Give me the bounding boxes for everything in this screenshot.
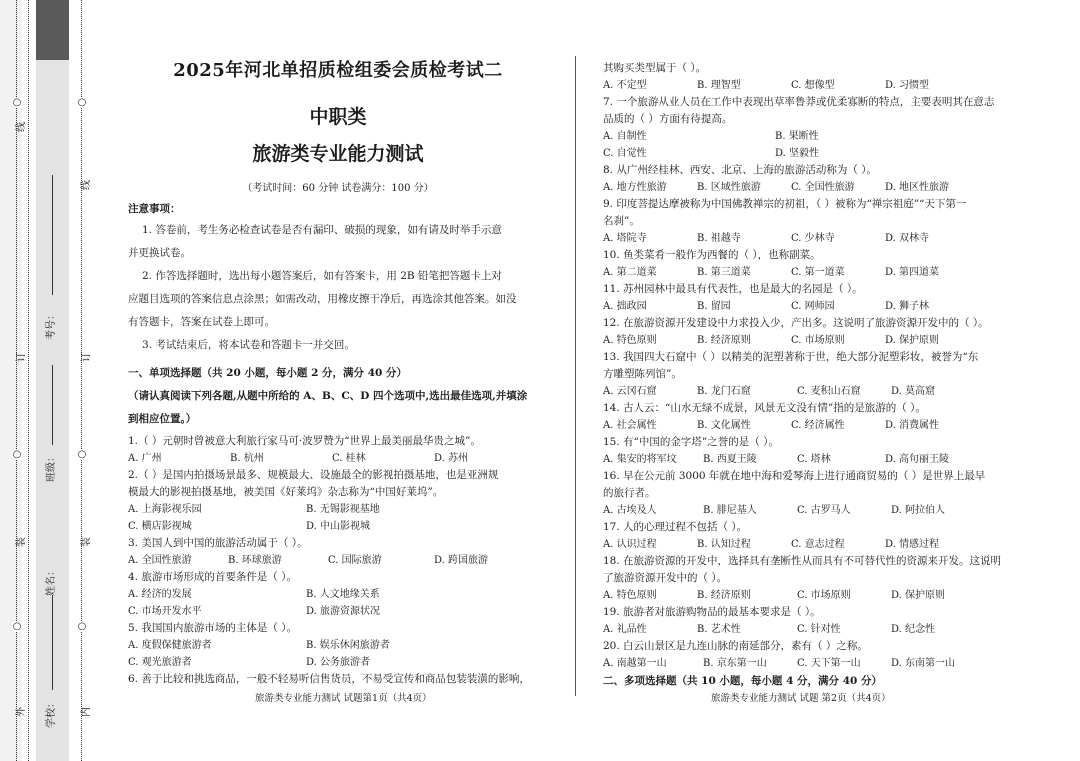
option-b[interactable]: B. 娱乐休闲旅游者 <box>306 640 390 651</box>
question-stem: 方雕塑陈列馆”。 <box>603 368 682 380</box>
question-stem: 6. 善于比较和挑选商品，一般不轻易听信售货员，不易受宣传和商品包装装潢的影响， <box>128 673 530 685</box>
option-c[interactable]: C. 意志过程 <box>791 539 845 550</box>
option-a[interactable]: A. 南越第一山 <box>603 658 667 669</box>
notice-line: 并更换试卷。 <box>128 247 191 259</box>
option-b[interactable]: B. 艺术性 <box>697 624 741 635</box>
option-a[interactable]: A. 上海影视乐园 <box>128 504 202 515</box>
page-footer-left: 旅游类专业能力测试 试题第1页（共4页） <box>255 693 432 704</box>
question-stem: 4. 旅游市场形成的首要条件是（ ）。 <box>128 571 297 583</box>
option-a[interactable]: A. 全国性旅游 <box>128 555 192 566</box>
option-d[interactable]: D. 习惯型 <box>885 80 930 91</box>
option-a[interactable]: A. 古埃及人 <box>603 505 657 516</box>
question-stem: 18. 在旅游资源的开发中，选择具有垄断性从而具有不可替代性的资源来开发。这说明 <box>603 555 1002 567</box>
option-d[interactable]: D. 苏州 <box>434 453 469 464</box>
punch-hole-icon: ○ <box>12 449 22 460</box>
question-stem: 的旅行者。 <box>603 487 656 499</box>
question-stem: 17. 人的心理过程不包括（ ）。 <box>603 521 748 533</box>
question-stem: 11. 苏州园林中最具有代表性，也是最大的名园是（ ）。 <box>603 283 863 295</box>
option-c[interactable]: C. 全国性旅游 <box>791 182 855 193</box>
punch-hole-icon: ○ <box>77 449 87 460</box>
option-b[interactable]: B. 西夏王陵 <box>703 454 757 465</box>
option-c[interactable]: C. 麦积山石窟 <box>797 386 861 397</box>
name-label: 姓名： <box>46 566 57 596</box>
option-a[interactable]: A. 塔院寺 <box>603 233 647 244</box>
question-stem: 10. 鱼类菜肴一般作为西餐的（ ），也称副菜。 <box>603 249 821 261</box>
question-stem: 1.（ ）元朝时曾被意大利旅行家马可·波罗赞为“世界上最美丽最华贵之城”。 <box>128 435 481 447</box>
option-a[interactable]: A. 特色原则 <box>603 590 657 601</box>
option-c[interactable]: C. 自觉性 <box>603 148 647 159</box>
question-stem: 3. 美国人到中国的旅游活动属于（ ）。 <box>128 537 308 549</box>
punch-hole-icon: ○ <box>77 621 87 632</box>
notice-line: 有答题卡，答案在试卷上即可。 <box>128 316 275 328</box>
school-input[interactable] <box>52 640 53 690</box>
option-c[interactable]: C. 桂林 <box>332 453 366 464</box>
option-d[interactable]: D. 第四道菜 <box>885 267 940 278</box>
binding-label-outer: 外 <box>16 707 27 717</box>
question-stem: 12. 在旅游资源开发建设中力求投入少，产出多。这说明了旅游资源开发中的（ ）。 <box>603 317 989 329</box>
school-label: 学校： <box>46 698 57 728</box>
option-d[interactable]: D. 情感过程 <box>885 539 940 550</box>
question-stem: 了旅游资源开发中的（ ）。 <box>603 572 728 584</box>
binding-label-xian: 线 <box>16 122 27 132</box>
option-d[interactable]: D. 地区性旅游 <box>885 182 950 193</box>
option-c[interactable]: C. 网师园 <box>791 301 835 312</box>
exam-category: 中职类 <box>309 106 367 128</box>
option-b[interactable]: B. 认知过程 <box>697 539 751 550</box>
option-a[interactable]: A. 广州 <box>128 453 162 464</box>
option-c[interactable]: C. 国际旅游 <box>328 555 382 566</box>
option-a[interactable]: A. 不定型 <box>603 80 647 91</box>
option-a[interactable]: A. 云冈石窟 <box>603 386 657 397</box>
question-stem: 13. 我国四大石窟中（ ）以精美的泥塑著称于世，绝大部分泥塑彩妆，被誉为“东 <box>603 351 979 363</box>
binding-label-zhuang: 装 <box>16 537 27 547</box>
option-d[interactable]: D. 公务旅游者 <box>306 657 371 668</box>
notice-line: 3. 考试结束后，将本试卷和答题卡一并交回。 <box>142 339 355 351</box>
option-b[interactable]: B. 经济原则 <box>697 590 751 601</box>
option-a[interactable]: A. 地方性旅游 <box>603 182 667 193</box>
column-divider <box>575 56 576 696</box>
section1-instruction: 到相应位置。） <box>128 413 197 425</box>
option-a[interactable]: A. 自制性 <box>603 131 647 142</box>
binding-label-xian-inner: 线 <box>81 180 92 190</box>
section1-instruction: （请认真阅读下列各题,从题中所给的 A、B、C、D 四个选项中,选出最佳选项,并填涂 <box>128 390 528 402</box>
option-a[interactable]: A. 度假保健旅游者 <box>128 640 212 651</box>
option-d[interactable]: D. 坚毅性 <box>775 148 820 159</box>
option-b[interactable]: B. 环球旅游 <box>228 555 282 566</box>
punch-hole-icon: ○ <box>12 97 22 108</box>
question-stem: 8. 从广州经桂林、西安、北京、上海的旅游活动称为（ ）。 <box>603 164 877 176</box>
option-b[interactable]: B. 经济原则 <box>697 335 751 346</box>
option-c[interactable]: C. 天下第一山 <box>797 658 861 669</box>
option-c[interactable]: C. 第一道菜 <box>791 267 845 278</box>
option-d[interactable]: D. 中山影视城 <box>306 521 371 532</box>
option-d[interactable]: D. 消费属性 <box>885 420 940 431</box>
option-a[interactable]: A. 经济的发展 <box>128 589 192 600</box>
option-d[interactable]: D. 高句丽王陵 <box>885 454 950 465</box>
question-stem: 2.（ ）是国内拍摄场景最多、规模最大、设施最全的影视拍摄基地，也是亚洲规 <box>128 469 499 481</box>
option-b[interactable]: B. 留园 <box>697 301 731 312</box>
option-b[interactable]: B. 第三道菜 <box>697 267 751 278</box>
notice-line: 1. 答卷前，考生务必检查试卷是否有漏印、破损的现象，如有请及时举手示意 <box>142 224 502 236</box>
question-stem: 其购买类型属于（ ）。 <box>603 62 707 74</box>
option-b[interactable]: B. 区域性旅游 <box>697 182 761 193</box>
exam-title: 2025年河北单招质检组委会质检考试二 <box>173 60 503 81</box>
option-b[interactable]: B. 理智型 <box>697 80 741 91</box>
question-stem: 9. 印度菩提达摩被称为中国佛教禅宗的初祖，（ ）被称为“禅宗祖庭”“天下第一 <box>603 198 967 210</box>
option-b[interactable]: B. 人文地缘关系 <box>306 589 380 600</box>
option-a[interactable]: A. 礼品性 <box>603 624 647 635</box>
notice-heading: 注意事项： <box>128 203 181 215</box>
option-c[interactable]: C. 经济属性 <box>791 420 845 431</box>
option-c[interactable]: C. 针对性 <box>797 624 841 635</box>
notice-line: 2. 作答选择题时，选出每小题答案后，如有答案卡，用 2B 铅笔把答题卡上对 <box>142 270 502 282</box>
binding-label-ding: 订 <box>16 352 27 362</box>
option-a[interactable]: A. 特色原则 <box>603 335 657 346</box>
exam-meta: （考试时间：60 分钟 试卷满分：100 分） <box>242 183 434 194</box>
option-d[interactable]: D. 纪念性 <box>891 624 936 635</box>
option-a[interactable]: A. 集安的将军坟 <box>603 454 677 465</box>
notice-line: 应题目选项的答案信息点涂黑；如需改动，用橡皮擦干净后，再选涂其他答案。如没 <box>128 293 517 305</box>
option-a[interactable]: A. 社会属性 <box>603 420 657 431</box>
section1-heading: 一、单项选择题（共 20 小题，每小题 2 分，满分 40 分） <box>128 367 407 379</box>
option-a[interactable]: A. 拙政园 <box>603 301 647 312</box>
paper-title: 旅游类专业能力测试 <box>252 143 424 165</box>
option-c[interactable]: C. 少林寺 <box>791 233 835 244</box>
question-stem: 模最大的影视拍摄基地，被美国《好莱坞》杂志称为“中国好莱坞”。 <box>128 486 444 498</box>
question-stem: 20. 白云山景区是九连山脉的南延部分，素有（ ）之称。 <box>603 640 868 652</box>
option-c[interactable]: C. 横店影视城 <box>128 521 192 532</box>
option-b[interactable]: B. 果断性 <box>775 131 819 142</box>
binding-label-inner: 内 <box>81 707 92 717</box>
binding-label-ding-inner: 订 <box>81 352 92 362</box>
option-d[interactable]: D. 保护原则 <box>885 335 940 346</box>
option-a[interactable]: A. 第二道菜 <box>603 267 657 278</box>
option-a[interactable]: A. 认识过程 <box>603 539 657 550</box>
option-d[interactable]: D. 莫高窟 <box>891 386 936 397</box>
option-b[interactable]: B. 腓尼基人 <box>703 505 757 516</box>
option-d[interactable]: D. 旅游资源状况 <box>306 606 381 617</box>
question-stem: 品质的（ ）方面有待提高。 <box>603 113 733 125</box>
option-c[interactable]: C. 古罗马人 <box>797 505 851 516</box>
binding-strip-header <box>36 0 69 60</box>
option-c[interactable]: C. 市场原则 <box>797 590 851 601</box>
section2-heading: 二、多项选择题（共 10 小题，每小题 4 分，满分 40 分） <box>603 675 882 687</box>
option-b[interactable]: B. 无锡影视基地 <box>306 504 380 515</box>
page-footer-right: 旅游类专业能力测试 试题 第2页（共4页） <box>711 693 891 704</box>
exam-number-input[interactable] <box>52 175 53 295</box>
option-d[interactable]: D. 东南第一山 <box>891 658 956 669</box>
binding-margin <box>0 0 104 761</box>
class-input[interactable] <box>52 365 53 445</box>
class-label: 班级： <box>46 452 57 482</box>
option-c[interactable]: C. 塔林 <box>797 454 831 465</box>
option-c[interactable]: C. 市场开发水平 <box>128 606 202 617</box>
question-stem: 5. 我国国内旅游市场的主体是（ ）。 <box>128 622 297 634</box>
option-b[interactable]: B. 文化属性 <box>697 420 751 431</box>
binding-label-zhuang-inner: 装 <box>81 537 92 547</box>
question-stem: 19. 旅游者对旅游购物品的最基本要求是（ ）。 <box>603 606 821 618</box>
question-stem: 16. 早在公元前 3000 年就在地中海和爱琴海上进行通商贸易的（ ）是世界上最早 <box>603 470 986 482</box>
option-b[interactable]: B. 京东第一山 <box>703 658 767 669</box>
question-stem: 14. 古人云：“山水无绿不成景，风景无文没有情”指的是旅游的（ ）。 <box>603 402 926 414</box>
option-c[interactable]: C. 想像型 <box>791 80 835 91</box>
question-stem: 7. 一个旅游从业人员在工作中表现出草率鲁莽或优柔寡断的特点，主要表明其在意志 <box>603 96 995 108</box>
punch-hole-icon: ○ <box>12 621 22 632</box>
question-stem: 名刹”。 <box>603 215 640 227</box>
option-c[interactable]: C. 观光旅游者 <box>128 657 192 668</box>
option-b[interactable]: B. 祖越寺 <box>697 233 741 244</box>
option-d[interactable]: D. 双林寺 <box>885 233 930 244</box>
question-stem: 15. 有“中国的金字塔”之誉的是（ ）。 <box>603 436 779 448</box>
option-b[interactable]: B. 杭州 <box>230 453 264 464</box>
inner-cut-line <box>81 0 82 761</box>
option-d[interactable]: D. 阿拉伯人 <box>891 505 946 516</box>
punch-hole-icon: ○ <box>77 97 87 108</box>
exam-number-label: 考号： <box>46 310 57 340</box>
option-d[interactable]: D. 保护原则 <box>891 590 946 601</box>
option-d[interactable]: D. 跨国旅游 <box>434 555 489 566</box>
option-c[interactable]: C. 市场原则 <box>791 335 845 346</box>
option-b[interactable]: B. 龙门石窟 <box>697 386 751 397</box>
option-d[interactable]: D. 狮子林 <box>885 301 930 312</box>
